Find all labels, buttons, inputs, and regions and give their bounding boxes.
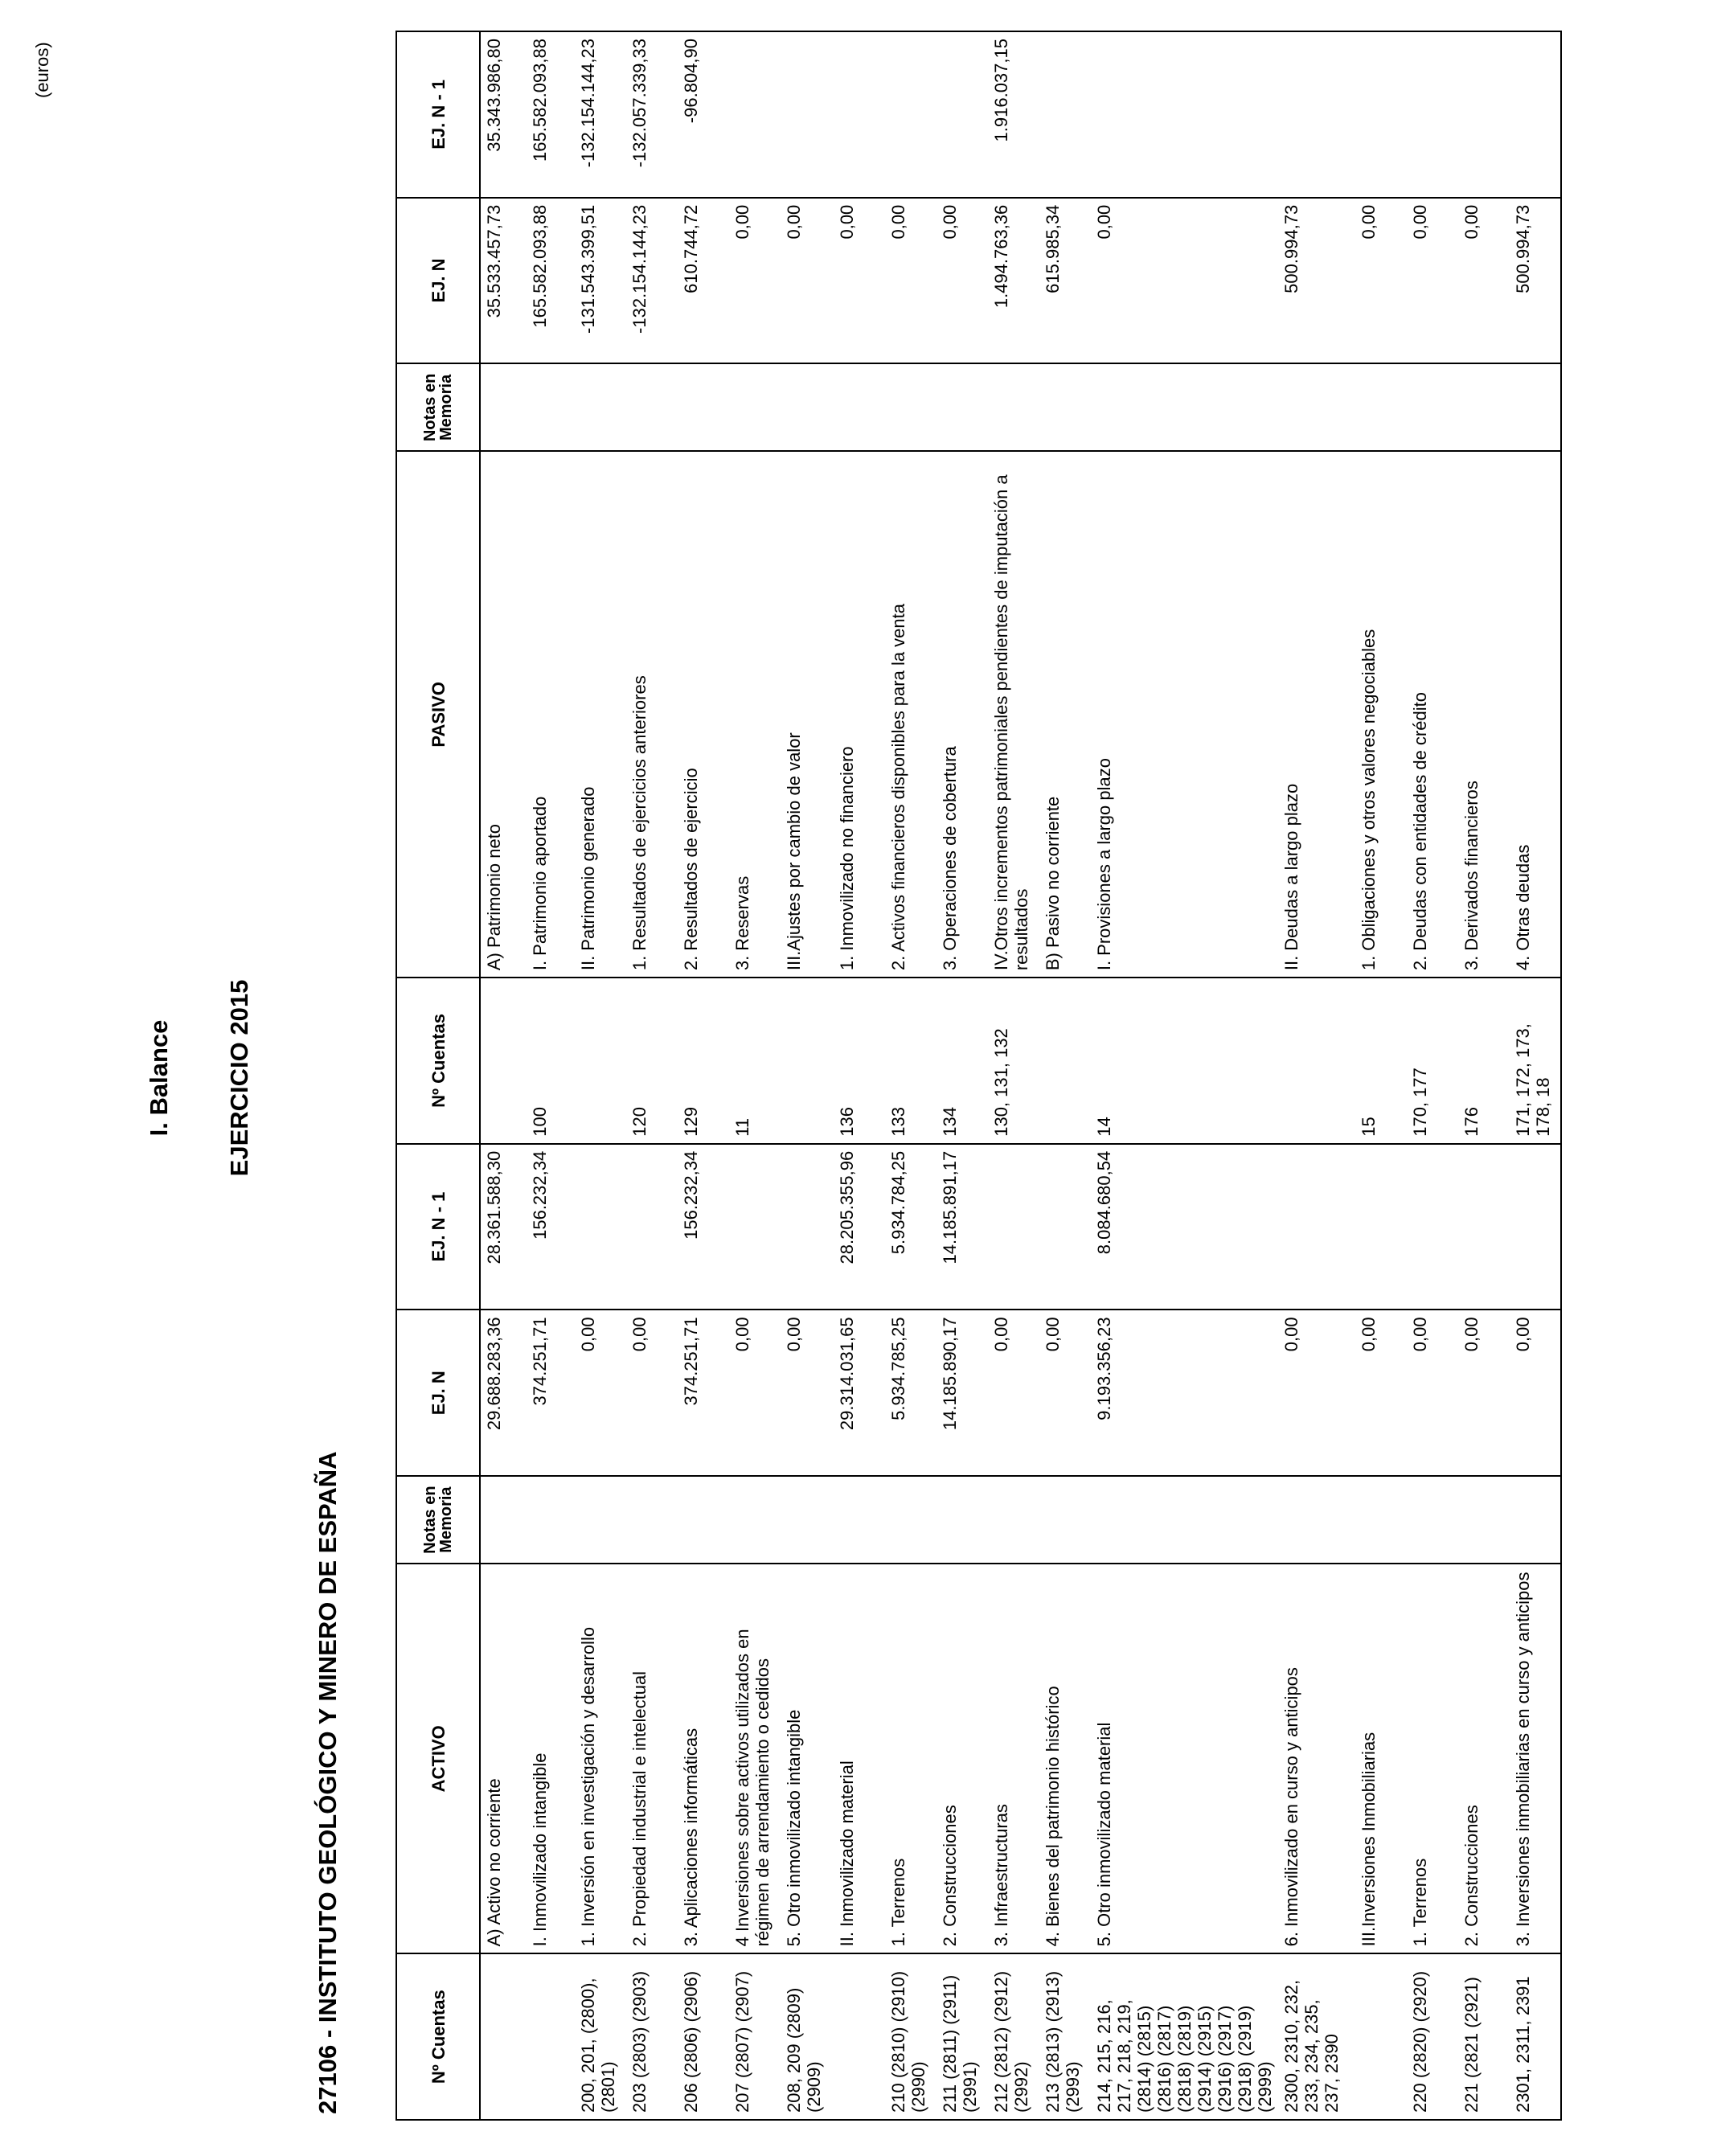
activo-cuentas-cell: 2300, 2310, 232, 233, 234, 235, 237, 2390 bbox=[1278, 1953, 1355, 2120]
pasivo-label-cell: IV.Otros incrementos patrimoniales pendientes de imputación a resultados bbox=[988, 451, 1039, 978]
table-row bbox=[781, 31, 834, 2120]
pasivo-notas-cell bbox=[936, 363, 988, 451]
pasivo-label-cell: II. Deudas a largo plazo bbox=[1278, 451, 1355, 978]
table-row bbox=[834, 31, 885, 2120]
pasivo-label-cell: A) Patrimonio neto bbox=[480, 451, 527, 978]
pasivo-label-cell: 1. Obligaciones y otros valores negociables bbox=[1355, 451, 1407, 978]
table-body bbox=[480, 31, 1561, 2120]
pasivo-cuentas-cell: 130, 131, 132 bbox=[988, 978, 1039, 1144]
activo-ej-n-cell: 0,00 bbox=[1510, 1310, 1561, 1476]
pasivo-notas-cell bbox=[575, 363, 626, 451]
activo-notas-cell bbox=[1510, 1476, 1561, 1564]
pasivo-cuentas-cell bbox=[480, 978, 527, 1144]
header-activo-ej-n1: EJ. N - 1 bbox=[396, 1144, 480, 1310]
activo-ej-n1-cell bbox=[781, 1144, 834, 1310]
header-pasivo: PASIVO bbox=[396, 451, 480, 978]
activo-ej-n-cell: 0,00 bbox=[1355, 1310, 1407, 1476]
pasivo-notas-cell bbox=[781, 363, 834, 451]
activo-ej-n1-cell bbox=[1407, 1144, 1458, 1310]
pasivo-ej-n1-cell bbox=[1510, 31, 1561, 198]
activo-ej-n1-cell bbox=[729, 1144, 781, 1310]
table-row bbox=[885, 31, 936, 2120]
activo-label-cell: 1. Terrenos bbox=[885, 1564, 936, 1953]
pasivo-notas-cell bbox=[988, 363, 1039, 451]
pasivo-cuentas-cell: 14 bbox=[1091, 978, 1278, 1144]
pasivo-ej-n-cell: 0,00 bbox=[885, 198, 936, 364]
activo-notas-cell bbox=[988, 1476, 1039, 1564]
pasivo-ej-n1-cell bbox=[1039, 31, 1091, 198]
activo-ej-n-cell: 9.193.356,23 bbox=[1091, 1310, 1278, 1476]
pasivo-notas-cell bbox=[1278, 363, 1355, 451]
activo-label-cell: A) Activo no corriente bbox=[480, 1564, 527, 1953]
pasivo-label-cell: I. Provisiones a largo plazo bbox=[1091, 451, 1278, 978]
activo-notas-cell bbox=[936, 1476, 988, 1564]
pasivo-notas-cell bbox=[729, 363, 781, 451]
activo-cuentas-cell: 213 (2813) (2913) (2993) bbox=[1039, 1953, 1091, 2120]
activo-label-cell: I. Inmovilizado intangible bbox=[527, 1564, 575, 1953]
activo-notas-cell bbox=[729, 1476, 781, 1564]
pasivo-label-cell: III.Ajustes por cambio de valor bbox=[781, 451, 834, 978]
pasivo-ej-n-cell: 500.994,73 bbox=[1510, 198, 1561, 364]
pasivo-notas-cell bbox=[678, 363, 729, 451]
pasivo-ej-n1-cell: -96.804,90 bbox=[678, 31, 729, 198]
activo-ej-n1-cell bbox=[626, 1144, 678, 1310]
activo-ej-n-cell: 0,00 bbox=[729, 1310, 781, 1476]
pasivo-ej-n-cell: 610.744,72 bbox=[678, 198, 729, 364]
activo-ej-n-cell: 0,00 bbox=[626, 1310, 678, 1476]
activo-cuentas-cell: 206 (2806) (2906) bbox=[678, 1953, 729, 2120]
fiscal-year: EJERCICIO 2015 bbox=[225, 979, 253, 1177]
activo-label-cell: 5. Otro inmovilizado intangible bbox=[781, 1564, 834, 1953]
pasivo-label-cell: 2. Resultados de ejercicio bbox=[678, 451, 729, 978]
activo-cuentas-cell: 200, 201, (2800), (2801) bbox=[575, 1953, 626, 2120]
activo-ej-n1-cell bbox=[1510, 1144, 1561, 1310]
pasivo-label-cell: 4. Otras deudas bbox=[1510, 451, 1561, 978]
activo-cuentas-cell bbox=[480, 1953, 527, 2120]
activo-label-cell: 2. Construcciones bbox=[1458, 1564, 1510, 1953]
table-row bbox=[729, 31, 781, 2120]
table-row bbox=[1091, 31, 1278, 2120]
table-row bbox=[1278, 31, 1355, 2120]
activo-ej-n1-cell bbox=[1039, 1144, 1091, 1310]
header-activo-cuentas: Nº Cuentas bbox=[396, 1953, 480, 2120]
pasivo-notas-cell bbox=[626, 363, 678, 451]
table-row bbox=[626, 31, 678, 2120]
pasivo-cuentas-cell: 133 bbox=[885, 978, 936, 1144]
activo-cuentas-cell bbox=[527, 1953, 575, 2120]
pasivo-ej-n-cell: 0,00 bbox=[781, 198, 834, 364]
activo-label-cell: 3. Infraestructuras bbox=[988, 1564, 1039, 1953]
activo-ej-n1-cell: 8.084.680,54 bbox=[1091, 1144, 1278, 1310]
activo-ej-n1-cell bbox=[1458, 1144, 1510, 1310]
activo-ej-n-cell: 0,00 bbox=[988, 1310, 1039, 1476]
activo-ej-n-cell: 0,00 bbox=[575, 1310, 626, 1476]
pasivo-ej-n-cell: 0,00 bbox=[729, 198, 781, 364]
pasivo-ej-n1-cell: 35.343.986,80 bbox=[480, 31, 527, 198]
pasivo-label-cell: 1. Inmovilizado no financiero bbox=[834, 451, 885, 978]
header-activo-notas: Notas en Memoria bbox=[396, 1476, 480, 1564]
activo-ej-n1-cell: 14.185.891,17 bbox=[936, 1144, 988, 1310]
activo-ej-n1-cell bbox=[1278, 1144, 1355, 1310]
currency-unit: (euros) bbox=[32, 42, 52, 98]
activo-notas-cell bbox=[1091, 1476, 1278, 1564]
pasivo-cuentas-cell: 170, 177 bbox=[1407, 978, 1458, 1144]
pasivo-label-cell: II. Patrimonio generado bbox=[575, 451, 626, 978]
pasivo-ej-n-cell: 0,00 bbox=[1355, 198, 1407, 364]
activo-label-cell: 4. Bienes del patrimonio histórico bbox=[1039, 1564, 1091, 1953]
table-row bbox=[527, 31, 575, 2120]
activo-cuentas-cell bbox=[1355, 1953, 1407, 2120]
pasivo-notas-cell bbox=[1407, 363, 1458, 451]
pasivo-ej-n-cell: 35.533.457,73 bbox=[480, 198, 527, 364]
table-row bbox=[1355, 31, 1407, 2120]
pasivo-label-cell: 3. Derivados financieros bbox=[1458, 451, 1510, 978]
pasivo-ej-n1-cell bbox=[834, 31, 885, 198]
pasivo-ej-n-cell: 0,00 bbox=[936, 198, 988, 364]
activo-notas-cell bbox=[834, 1476, 885, 1564]
pasivo-cuentas-cell: 15 bbox=[1355, 978, 1407, 1144]
activo-notas-cell bbox=[480, 1476, 527, 1564]
pasivo-ej-n1-cell: -132.154.144,23 bbox=[575, 31, 626, 198]
pasivo-cuentas-cell: 129 bbox=[678, 978, 729, 1144]
pasivo-notas-cell bbox=[1510, 363, 1561, 451]
activo-ej-n1-cell bbox=[575, 1144, 626, 1310]
activo-label-cell: 4 Inversiones sobre activos utilizados en régimen de arrendamiento o cedidos bbox=[729, 1564, 781, 1953]
table-row bbox=[480, 31, 527, 2120]
pasivo-cuentas-cell bbox=[1039, 978, 1091, 1144]
activo-cuentas-cell: 207 (2807) (2907) bbox=[729, 1953, 781, 2120]
pasivo-cuentas-cell bbox=[1278, 978, 1355, 1144]
activo-cuentas-cell: 220 (2820) (2920) bbox=[1407, 1953, 1458, 2120]
pasivo-ej-n1-cell: 1.916.037,15 bbox=[988, 31, 1039, 198]
pasivo-label-cell: 3. Operaciones de cobertura bbox=[936, 451, 988, 978]
pasivo-label-cell: B) Pasivo no corriente bbox=[1039, 451, 1091, 978]
pasivo-cuentas-cell: 134 bbox=[936, 978, 988, 1144]
activo-ej-n1-cell: 28.205.355,96 bbox=[834, 1144, 885, 1310]
header-activo-ej-n: EJ. N bbox=[396, 1310, 480, 1476]
activo-ej-n-cell: 14.185.890,17 bbox=[936, 1310, 988, 1476]
activo-label-cell: 6. Inmovilizado en curso y anticipos bbox=[1278, 1564, 1355, 1953]
activo-label-cell: 3. Aplicaciones informáticas bbox=[678, 1564, 729, 1953]
pasivo-cuentas-cell: 120 bbox=[626, 978, 678, 1144]
pasivo-ej-n-cell: 0,00 bbox=[1458, 198, 1510, 364]
pasivo-ej-n1-cell bbox=[1091, 31, 1278, 198]
pasivo-ej-n1-cell bbox=[885, 31, 936, 198]
pasivo-ej-n-cell: 1.494.763,36 bbox=[988, 198, 1039, 364]
pasivo-label-cell: 2. Activos financieros disponibles para la venta bbox=[885, 451, 936, 978]
pasivo-cuentas-cell: 136 bbox=[834, 978, 885, 1144]
activo-notas-cell bbox=[885, 1476, 936, 1564]
activo-cuentas-cell: 2301, 2311, 2391 bbox=[1510, 1953, 1561, 2120]
header-activo: ACTIVO bbox=[396, 1564, 480, 1953]
pasivo-ej-n1-cell: 165.582.093,88 bbox=[527, 31, 575, 198]
pasivo-notas-cell bbox=[834, 363, 885, 451]
pasivo-label-cell: 3. Reservas bbox=[729, 451, 781, 978]
activo-ej-n-cell: 0,00 bbox=[1278, 1310, 1355, 1476]
activo-ej-n1-cell: 156.232,34 bbox=[527, 1144, 575, 1310]
pasivo-ej-n1-cell bbox=[1458, 31, 1510, 198]
activo-notas-cell bbox=[626, 1476, 678, 1564]
activo-cuentas-cell: 211 (2811) (2911) (2991) bbox=[936, 1953, 988, 2120]
pasivo-ej-n-cell: 615.985,34 bbox=[1039, 198, 1091, 364]
activo-cuentas-cell: 208, 209 (2809) (2909) bbox=[781, 1953, 834, 2120]
organization-name: 27106 - INSTITUTO GEOLÓGICO Y MINERO DE ESPAÑA bbox=[314, 1451, 342, 2114]
activo-label-cell: 5. Otro inmovilizado material bbox=[1091, 1564, 1278, 1953]
pasivo-cuentas-cell: 100 bbox=[527, 978, 575, 1144]
table-row bbox=[1407, 31, 1458, 2120]
activo-ej-n-cell: 0,00 bbox=[1039, 1310, 1091, 1476]
pasivo-ej-n1-cell bbox=[729, 31, 781, 198]
activo-ej-n1-cell: 28.361.588,30 bbox=[480, 1144, 527, 1310]
activo-label-cell: 1. Terrenos bbox=[1407, 1564, 1458, 1953]
pasivo-ej-n1-cell bbox=[1355, 31, 1407, 198]
header-pasivo-notas: Notas en Memoria bbox=[396, 363, 480, 451]
pasivo-ej-n1-cell bbox=[1278, 31, 1355, 198]
activo-notas-cell bbox=[1278, 1476, 1355, 1564]
activo-label-cell: 2. Construcciones bbox=[936, 1564, 988, 1953]
table-row bbox=[575, 31, 626, 2120]
table-row bbox=[1510, 31, 1561, 2120]
pasivo-cuentas-cell bbox=[781, 978, 834, 1144]
pasivo-ej-n-cell: 0,00 bbox=[1407, 198, 1458, 364]
activo-ej-n-cell: 0,00 bbox=[1407, 1310, 1458, 1476]
activo-ej-n-cell: 29.688.283,36 bbox=[480, 1310, 527, 1476]
header-pasivo-ej-n1: EJ. N - 1 bbox=[396, 31, 480, 198]
activo-notas-cell bbox=[678, 1476, 729, 1564]
pasivo-label-cell: 1. Resultados de ejercicios anteriores bbox=[626, 451, 678, 978]
pasivo-cuentas-cell: 11 bbox=[729, 978, 781, 1144]
activo-cuentas-cell: 212 (2812) (2912) (2992) bbox=[988, 1953, 1039, 2120]
activo-ej-n1-cell bbox=[1355, 1144, 1407, 1310]
pasivo-ej-n-cell: 0,00 bbox=[834, 198, 885, 364]
activo-label-cell: 1. Inversión en investigación y desarrollo bbox=[575, 1564, 626, 1953]
header-pasivo-cuentas: Nº Cuentas bbox=[396, 978, 480, 1144]
pasivo-notas-cell bbox=[527, 363, 575, 451]
table-row bbox=[1458, 31, 1510, 2120]
pasivo-ej-n1-cell: -132.057.339,33 bbox=[626, 31, 678, 198]
header-row bbox=[396, 31, 480, 2120]
activo-notas-cell bbox=[575, 1476, 626, 1564]
pasivo-ej-n-cell: 165.582.093,88 bbox=[527, 198, 575, 364]
header-pasivo-ej-n: EJ. N bbox=[396, 198, 480, 364]
activo-notas-cell bbox=[1355, 1476, 1407, 1564]
activo-label-cell: 3. Inversiones inmobiliarias en curso y anticipos bbox=[1510, 1564, 1561, 1953]
table-row bbox=[936, 31, 988, 2120]
activo-ej-n1-cell: 5.934.784,25 bbox=[885, 1144, 936, 1310]
activo-label-cell: 2. Propiedad industrial e intelectual bbox=[626, 1564, 678, 1953]
activo-label-cell: II. Inmovilizado material bbox=[834, 1564, 885, 1953]
pasivo-label-cell: 2. Deudas con entidades de crédito bbox=[1407, 451, 1458, 978]
activo-notas-cell bbox=[1407, 1476, 1458, 1564]
pasivo-ej-n1-cell bbox=[936, 31, 988, 198]
activo-cuentas-cell: 221 (2821 (2921) bbox=[1458, 1953, 1510, 2120]
activo-notas-cell bbox=[1458, 1476, 1510, 1564]
pasivo-notas-cell bbox=[1091, 363, 1278, 451]
pasivo-ej-n1-cell bbox=[1407, 31, 1458, 198]
pasivo-notas-cell bbox=[1039, 363, 1091, 451]
table-row bbox=[988, 31, 1039, 2120]
balance-table bbox=[395, 31, 1562, 2121]
activo-cuentas-cell: 214, 215, 216, 217, 218, 219, (2814) (2815) (2816) (2817) (2818) (2819) (2914) (2915) (2916) (2917) (2918) (2919) (2999) bbox=[1091, 1953, 1278, 2120]
pasivo-notas-cell bbox=[480, 363, 527, 451]
pasivo-ej-n-cell: -132.154.144,23 bbox=[626, 198, 678, 364]
activo-ej-n-cell: 374.251,71 bbox=[678, 1310, 729, 1476]
activo-notas-cell bbox=[527, 1476, 575, 1564]
pasivo-notas-cell bbox=[1458, 363, 1510, 451]
pasivo-label-cell: I. Patrimonio aportado bbox=[527, 451, 575, 978]
pasivo-notas-cell bbox=[1355, 363, 1407, 451]
activo-ej-n-cell: 29.314.031,65 bbox=[834, 1310, 885, 1476]
pasivo-notas-cell bbox=[885, 363, 936, 451]
activo-cuentas-cell bbox=[834, 1953, 885, 2120]
table-row bbox=[678, 31, 729, 2120]
activo-label-cell: III.Inversiones Inmobiliarias bbox=[1355, 1564, 1407, 1953]
pasivo-ej-n-cell: 500.994,73 bbox=[1278, 198, 1355, 364]
activo-ej-n-cell: 5.934.785,25 bbox=[885, 1310, 936, 1476]
pasivo-cuentas-cell: 176 bbox=[1458, 978, 1510, 1144]
pasivo-cuentas-cell: 171, 172, 173, 178, 18 bbox=[1510, 978, 1561, 1144]
activo-ej-n-cell: 374.251,71 bbox=[527, 1310, 575, 1476]
pasivo-ej-n-cell: 0,00 bbox=[1091, 198, 1278, 364]
activo-notas-cell bbox=[1039, 1476, 1091, 1564]
activo-ej-n-cell: 0,00 bbox=[781, 1310, 834, 1476]
pasivo-ej-n1-cell bbox=[781, 31, 834, 198]
pasivo-ej-n-cell: -131.543.399,51 bbox=[575, 198, 626, 364]
table-row bbox=[1039, 31, 1091, 2120]
activo-ej-n1-cell bbox=[988, 1144, 1039, 1310]
activo-ej-n-cell: 0,00 bbox=[1458, 1310, 1510, 1476]
activo-notas-cell bbox=[781, 1476, 834, 1564]
activo-cuentas-cell: 210 (2810) (2910) (2990) bbox=[885, 1953, 936, 2120]
report-title: I. Balance bbox=[145, 1019, 173, 1137]
activo-ej-n1-cell: 156.232,34 bbox=[678, 1144, 729, 1310]
pasivo-cuentas-cell bbox=[575, 978, 626, 1144]
activo-cuentas-cell: 203 (2803) (2903) bbox=[626, 1953, 678, 2120]
